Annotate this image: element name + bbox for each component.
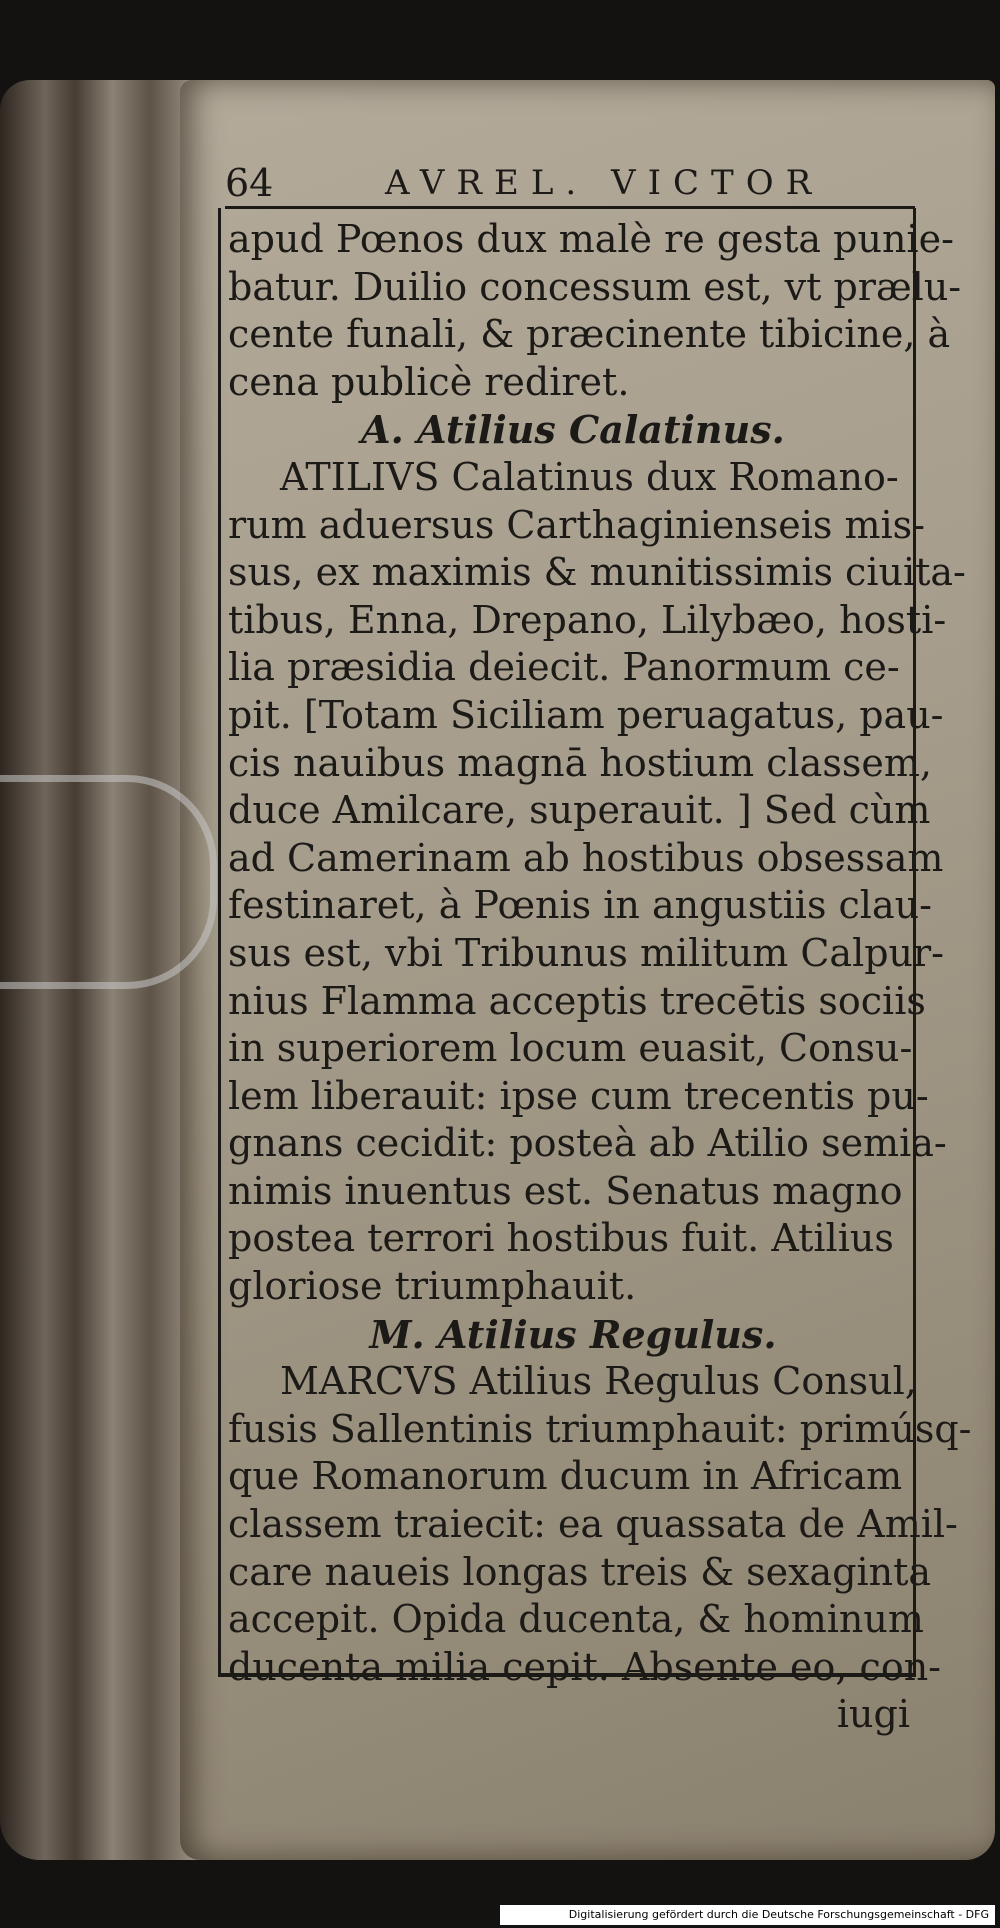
text-line: batur. Duilio concessum est, vt prælu- [228, 264, 962, 309]
text-line: care naueis longas treis & sexaginta [228, 1549, 932, 1594]
digitization-footer: Digitalisierung gefördert durch die Deutsche Forschungsgemeinschaft - DFG [500, 1905, 995, 1925]
text-line: sus est, vbi Tribunus militum Calpur- [228, 930, 945, 975]
text-line: in superiorem locum euasit, Consu- [228, 1026, 913, 1071]
text-line: MARCVS Atilius Regulus Consul, [280, 1359, 917, 1404]
text-line: accepit. Opida ducenta, & hominum [228, 1597, 924, 1642]
text-line: gnans cecidit: posteà ab Atilio semia- [228, 1121, 947, 1166]
text-line: rum aduersus Carthaginienseis mis- [228, 502, 926, 547]
text-line: pit. [Totam Siciliam peruagatus, pau- [228, 692, 944, 737]
text-line: classem traiecit: ea quassata de Amil- [228, 1502, 958, 1547]
text-line: duce Amilcare, superauit. ] Sed cùm [228, 788, 931, 833]
text-line: sus, ex maximis & munitissimis ciuita- [228, 550, 966, 595]
text-line: lem liberauit: ipse cum trecentis pu- [228, 1073, 929, 1118]
text-line: ad Camerinam ab hostibus obsessam [228, 835, 944, 880]
text-line: fusis Sallentinis triumphauit: primúsq- [228, 1406, 972, 1451]
text-line: que Romanorum ducum in Africam [228, 1454, 903, 1499]
text-line: cena publicè rediret. [228, 359, 630, 404]
book-clip [0, 775, 217, 989]
text-line: nius Flamma acceptis trecētis sociis [228, 978, 926, 1023]
body-text [228, 216, 972, 1739]
text-line: tibus, Enna, Drepano, Lilybæo, hosti- [228, 597, 947, 642]
text-line: ATILIVS Calatinus dux Romano- [280, 454, 899, 499]
text-line: ducenta milia cepit. Absente eo, con- [228, 1644, 942, 1689]
text-line: cis nauibus magnā hostium classem, [228, 740, 932, 785]
text-line: cente funali, & præcinente tibicine, à [228, 312, 951, 357]
text-line: postea terrori hostibus fuit. Atilius [228, 1216, 894, 1261]
catchword: iugi [836, 1692, 910, 1737]
section-heading-regulus: M. Atilius Regulus. [369, 1311, 777, 1357]
text-line: apud Pœnos dux malè re gesta punie- [228, 217, 954, 261]
page-header [225, 160, 915, 209]
section-heading-calatinus: A. Atilius Calatinus. [361, 407, 785, 453]
text-line: lia præsidia deiecit. Panormum ce- [228, 645, 900, 690]
text-line: festinaret, à Pœnis in angustiis clau- [228, 883, 932, 928]
running-head: AVREL. VICTOR [385, 163, 824, 203]
page-number: 64 [225, 161, 274, 205]
text-line: gloriose triumphauit. [228, 1264, 637, 1309]
text-line: nimis inuentus est. Senatus magno [228, 1168, 903, 1213]
